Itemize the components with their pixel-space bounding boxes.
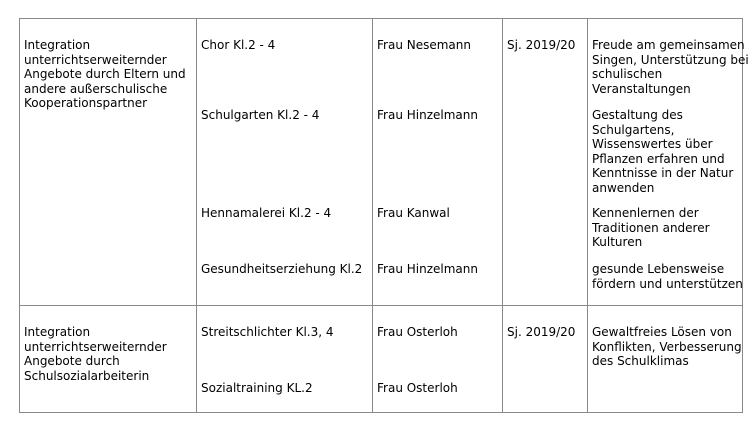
teacher-name: Frau Hinzelmann — [377, 262, 478, 276]
teacher-name: Frau Hinzelmann — [377, 108, 478, 122]
goal-line: Gestaltung des — [592, 108, 683, 122]
goal-line: schulischen — [592, 67, 663, 81]
goal-line: Wissenswertes über — [592, 137, 713, 151]
goal-line: fördern und unterstützen — [592, 276, 743, 291]
category-cell — [20, 306, 197, 413]
category-line: Integration — [24, 325, 91, 339]
category-line: Integration — [24, 38, 91, 52]
category-line: Angebote durch — [24, 354, 120, 368]
teacher-name: Frau Osterloh — [377, 325, 458, 339]
teacher-name: Frau Osterloh — [377, 381, 458, 395]
offer-label: Schulgarten Kl.2 - 4 — [201, 108, 320, 122]
goal-cell — [588, 19, 749, 306]
offer-label: Hennamalerei Kl.2 - 4 — [201, 206, 332, 220]
goal-line: Pflanzen erfahren und — [592, 151, 725, 166]
teacher-cell — [373, 306, 503, 413]
term-cell — [503, 19, 588, 306]
term-cell — [503, 306, 588, 413]
category-line: Angebote durch Eltern und — [24, 67, 186, 81]
goal-line: Freude am gemeinsamen — [592, 38, 745, 52]
offers-table — [19, 18, 749, 413]
table-row — [20, 306, 743, 413]
goal-line: Gewaltfreies Lösen von — [592, 325, 732, 339]
goal-line: des Schulklimas — [592, 354, 689, 368]
table-row — [20, 19, 743, 306]
category-line: unterrichtserweiternder — [24, 339, 167, 354]
goal-line: Kenntnisse in der Natur — [592, 166, 734, 180]
goal-line: Kulturen — [592, 235, 643, 249]
category-line: unterrichtserweiternder — [24, 52, 167, 67]
category-line: Schulsozialarbeiterin — [24, 368, 150, 383]
goal-line: Veranstaltungen — [592, 81, 691, 96]
goal-line: Singen, Unterstützung bei — [592, 52, 749, 67]
offer-cell — [197, 19, 373, 306]
offer-label: Gesundheitserziehung Kl.2 — [201, 262, 363, 276]
offer-label: Streitschlichter Kl.3, 4 — [201, 325, 334, 339]
category-line: Kooperationspartner — [24, 96, 148, 110]
goal-line: Schulgartens, — [592, 122, 675, 137]
goal-line: gesunde Lebensweise — [592, 262, 725, 276]
teacher-name: Frau Nesemann — [377, 38, 471, 52]
offer-label: Sozialtraining KL.2 — [201, 381, 313, 395]
goal-line: anwenden — [592, 180, 655, 195]
category-cell — [20, 19, 197, 306]
offer-cell — [197, 306, 373, 413]
school-year: Sj. 2019/20 — [507, 325, 576, 339]
school-year: Sj. 2019/20 — [507, 38, 576, 52]
category-line: andere außerschulische — [24, 81, 168, 96]
teacher-cell — [373, 19, 503, 306]
goal-cell — [588, 306, 743, 413]
goal-line: Kennenlernen der — [592, 206, 699, 220]
goal-line: Traditionen anderer — [592, 220, 710, 235]
offer-label: Chor Kl.2 - 4 — [201, 38, 276, 52]
goal-line: Konflikten, Verbesserung — [592, 339, 742, 354]
teacher-name: Frau Kanwal — [377, 206, 450, 220]
